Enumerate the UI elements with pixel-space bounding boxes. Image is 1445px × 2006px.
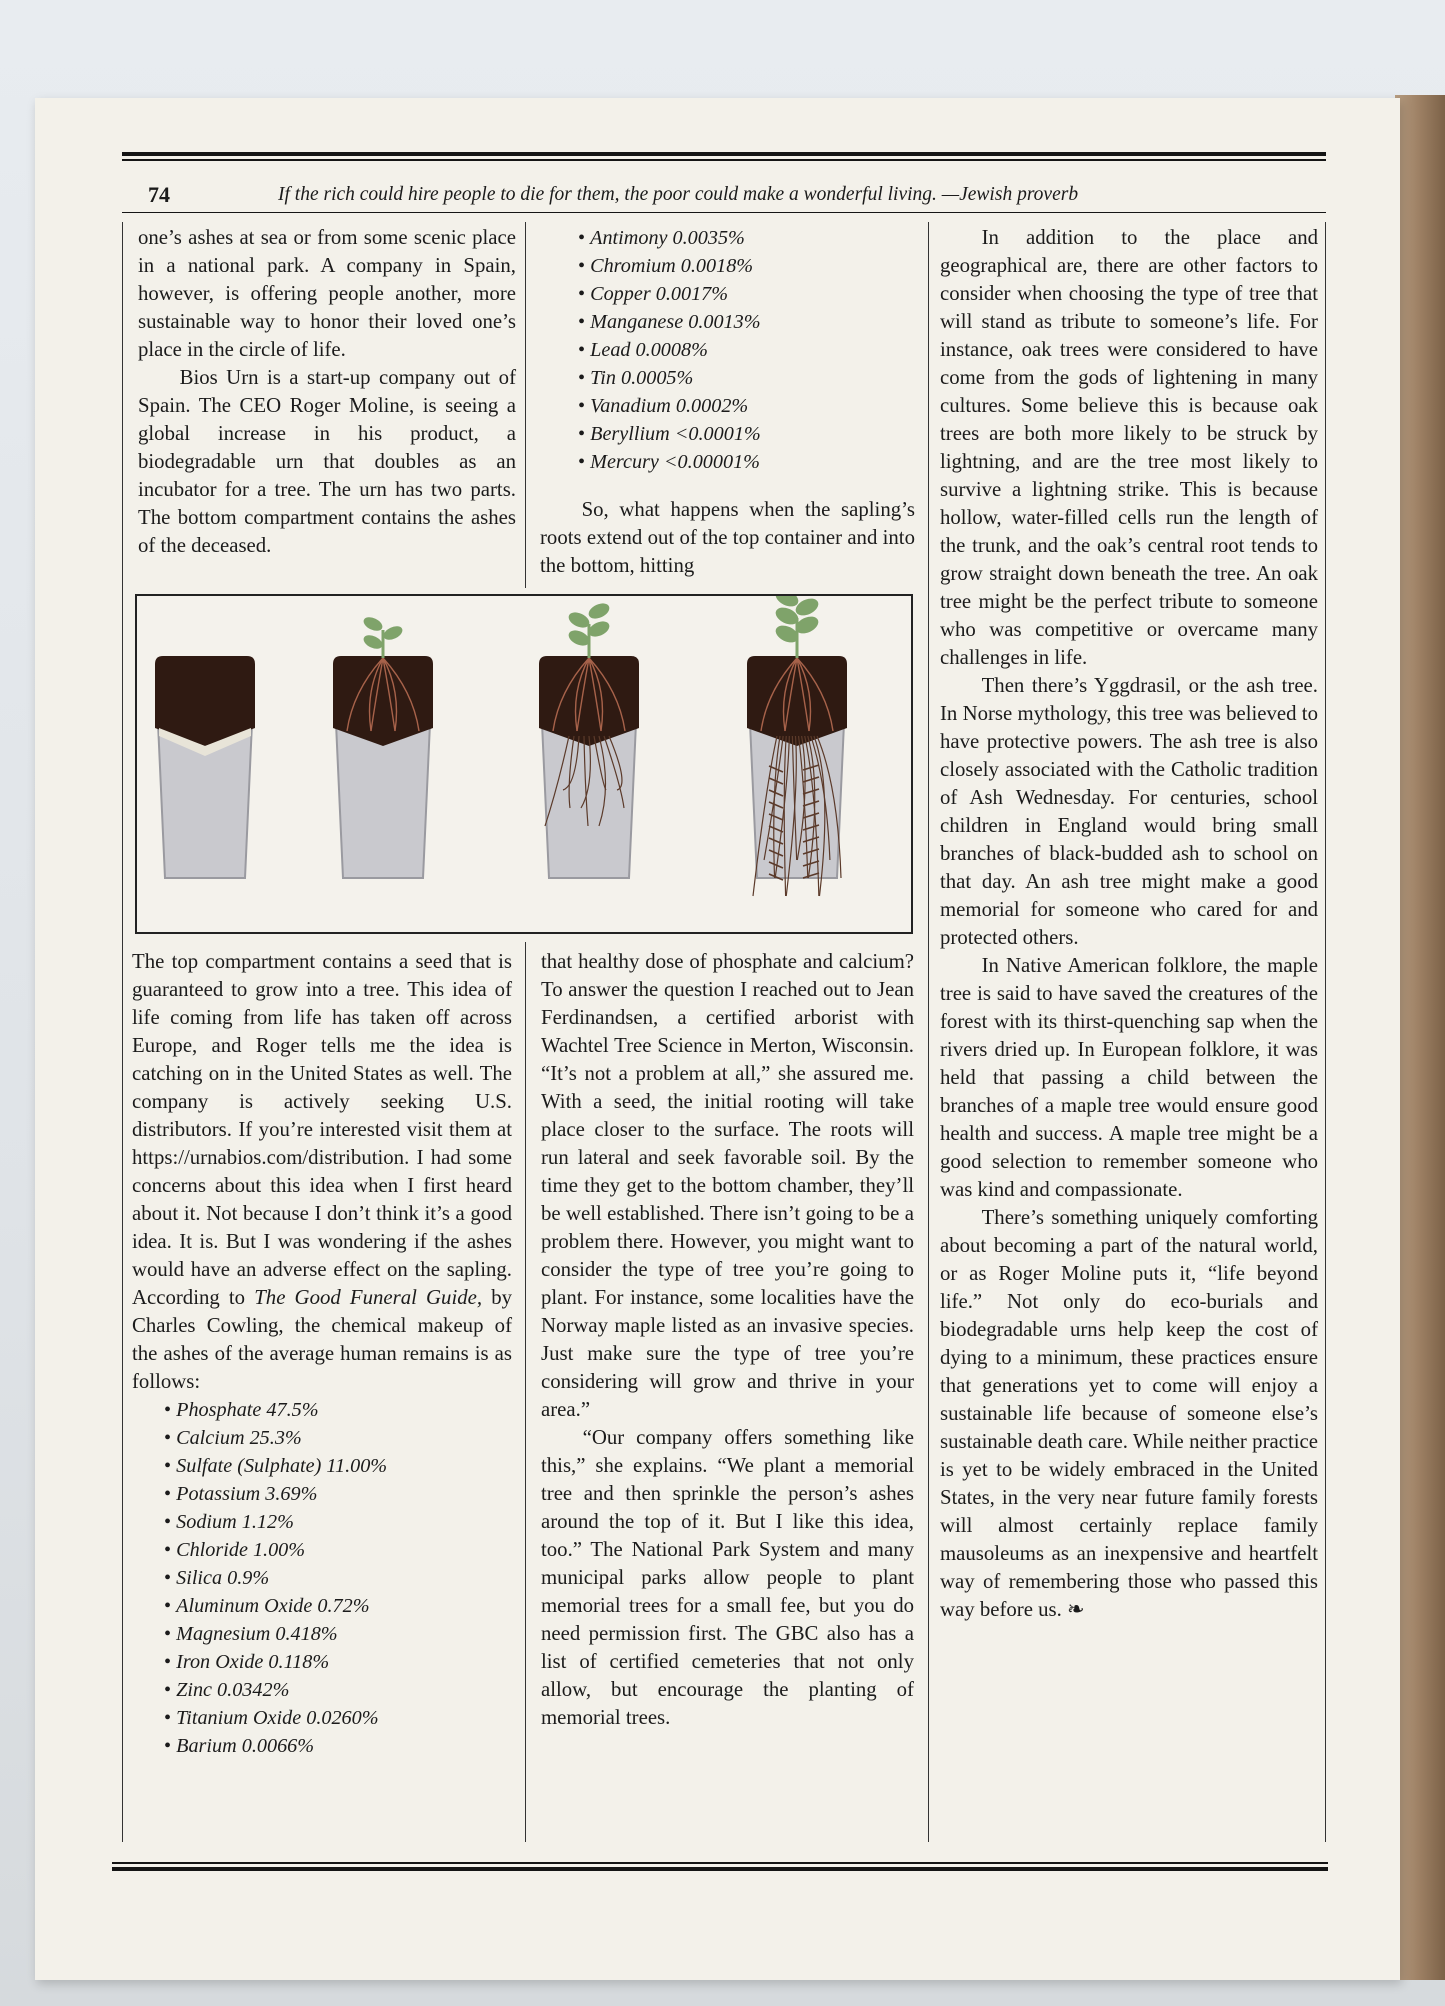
list-item: • Chromium 0.0018% [578, 252, 915, 280]
end-mark-icon: ❧ [1061, 1598, 1085, 1621]
col3-paragraph: Then there’s Yggdrasil, or the ash tree. In Norse mythology, this tree was believed to have protective powers. The ash tree is also closely associated with the Catholic tradition of Ash Wednesday. For centuries, school children in England would bring small branches of black-budded ash to school on that day. An ash tree might make a good memorial for someone who cared for and protected others. [940, 674, 1318, 949]
urn-seed-pod-4 [747, 656, 847, 746]
left-margin-rule [122, 222, 123, 1842]
col2_bottom-paragraph: that healthy dose of phosphate and calcium? To answer the question I reached out to Jean Ferdinandsen, a certified arborist with Wachtel Tree Science in Merton, Wisconsin. “It’s not a problem at all,” she assured me. With a seed, the initial rooting will take place closer to the surface. The roots will run lateral and seek favorable soil. By the time they get to the bottom chamber, they’ll be well established. There isn’t going to be a problem there. However, you might want to consider the type of tree you’re going to plant. For instance, some localities have the Norway maple listed as an invasive species. Just make sure the type of tree you’re considering will grow and thrive in your area.” [541, 950, 914, 1421]
list-item: • Barium 0.0066% [164, 1732, 512, 1760]
list-item: • Iron Oxide 0.118% [164, 1648, 512, 1676]
list-item: • Aluminum Oxide 0.72% [164, 1592, 512, 1620]
list-item: • Antimony 0.0035% [578, 224, 915, 252]
column-2-bottom [541, 948, 914, 1732]
leaf-icon [361, 615, 384, 634]
header-rule-thin [122, 159, 1326, 161]
col3-paragraph: There’s something uniquely comforting about becoming a part of the natural world, or as Roger Moline puts it, “life beyond life.” Not only do eco-burials and biodegradable urns help keep the cost of dying to a minimum, these practices ensure that generations yet to come will enjoy a sustainable life because of someone else’s sustainable death care. While neither practice is yet to be widely embraced in the United States, in the very near future family forests will almost certainly replace family mausoleums as an inexpensive and heartfelt way of remembering those who passed this way before us. ❧ [940, 1206, 1318, 1621]
book-title: The Good Funeral Guide, [254, 1286, 483, 1309]
column-2-top [540, 224, 915, 580]
list-item: • Beryllium <0.0001% [578, 420, 915, 448]
list-item: • Potassium 3.69% [164, 1480, 512, 1508]
col1-paragraph-start: The top compartment contains a seed that is guaranteed to grow into a tree. This idea of life coming from life has taken off across Europe, and Roger tells me the idea is catching on in the United States as well. The company is actively seeking U.S. distributors. If you’re interested visit them at https://urnabios.com/distribution. I had some concerns about this idea when I first heard about it. Not because I don’t think it’s a good idea. It is. But I was wondering if the ashes would have an adverse effect on the sapling. According to [132, 950, 512, 1309]
leaf-icon [381, 624, 404, 643]
urn-seed-pod-3 [539, 656, 639, 746]
list-item: • Tin 0.0005% [578, 364, 915, 392]
urn-seed-pod-2 [333, 656, 433, 746]
list-item: • Sulfate (Sulphate) 11.00% [164, 1452, 512, 1480]
list-item: • Sodium 1.12% [164, 1508, 512, 1536]
running-header [110, 182, 1320, 214]
trace-element-list [540, 224, 915, 476]
leaf-icon [586, 600, 612, 621]
ash-composition-list [132, 1396, 512, 1760]
list-item: • Copper 0.0017% [578, 280, 915, 308]
col1-paragraph-end: by Charles Cowling, the chemical makeup of the ashes of the average human remains is as follows: [132, 1286, 513, 1393]
col3-paragraph: In Native American folklore, the maple tree is said to have saved the creatures of the forest with its thirst-quenching sap when the rivers dried up. In European folklore, it was held that passing a child between the branches of a maple tree would ensure good health and success. A maple tree might be a good selection to remember someone who was kind and compassionate. [940, 954, 1318, 1201]
list-item: • Vanadium 0.0002% [578, 392, 915, 420]
col1_top-paragraph: Bios Urn is a start-up company out of Spain. The CEO Roger Moline, is seeing a global increase in his product, a biodegradable urn that doubles as an incubator for a tree. The urn has two parts. The bottom compartment contains the ashes of the deceased. [138, 366, 516, 557]
page-number: 74 [148, 182, 170, 207]
footer-rule-thin [112, 1862, 1328, 1864]
list-item: • Lead 0.0008% [578, 336, 915, 364]
list-item: • Manganese 0.0013% [578, 308, 915, 336]
urn-illustration [135, 594, 913, 934]
urn-growth-stages-icon [137, 596, 915, 936]
column-1-bottom [132, 948, 512, 1760]
header-rule-thick [122, 152, 1326, 156]
column-3 [940, 224, 1318, 1624]
list-item: • Phosphate 47.5% [164, 1396, 512, 1424]
list-item: • Magnesium 0.418% [164, 1620, 512, 1648]
header-quote: If the rich could hire people to die for them, the poor could make a wonderful living. —Jewish proverb [278, 184, 1079, 205]
column-2-intro-paragraph: So, what happens when the sapling’s roots extend out of the top container and into the bottom, hitting [540, 498, 915, 577]
list-item: • Chloride 1.00% [164, 1536, 512, 1564]
col2_bottom-paragraph: “Our company offers something like this,” she explains. “We plant a memorial tree and then sprinkle the person’s ashes around the top of it. But I like this idea, too.” The National Park System and many municipal parks allow people to plant memorial trees for a small fee, but you do need permission first. The GBC also has a list of certified cemeteries that not only allow, but encourage the planting of memorial trees. [541, 1426, 914, 1729]
col1_top-paragraph: one’s ashes at sea or from some scenic place in a national park. A company in Spain, however, is offering people another, more sustainable way to honor their loved one’s place in the circle of life. [138, 226, 516, 361]
col3-paragraph: In addition to the place and geographical are, there are other factors to consider when choosing the type of tree that will stand as tribute to someone’s life. For instance, oak trees were considered to have come from the gods of lightening in many cultures. Some believe this is because oak trees are both more likely to be struck by lightning, and are the tree most likely to survive a lightning strike. This is because hollow, water-filled cells run the length of the trunk, and the oak’s central root tends to grow straight down beneath the tree. An oak tree might be the perfect tribute to someone who was competitive or overcame many challenges in life. [940, 226, 1318, 669]
leaf-icon [361, 633, 384, 652]
list-item: • Zinc 0.0342% [164, 1676, 512, 1704]
list-item: • Silica 0.9% [164, 1564, 512, 1592]
list-item: • Mercury <0.00001% [578, 448, 915, 476]
column-divider-3 [525, 942, 526, 1842]
list-item: • Calcium 25.3% [164, 1424, 512, 1452]
book-edge [1395, 95, 1445, 1980]
column-divider-2 [928, 222, 929, 1842]
column-1-top [138, 224, 516, 560]
right-margin-rule [1325, 222, 1326, 1842]
list-item: • Titanium Oxide 0.0260% [164, 1704, 512, 1732]
footer-rule-thick [112, 1867, 1328, 1871]
column-divider-1 [525, 222, 526, 588]
